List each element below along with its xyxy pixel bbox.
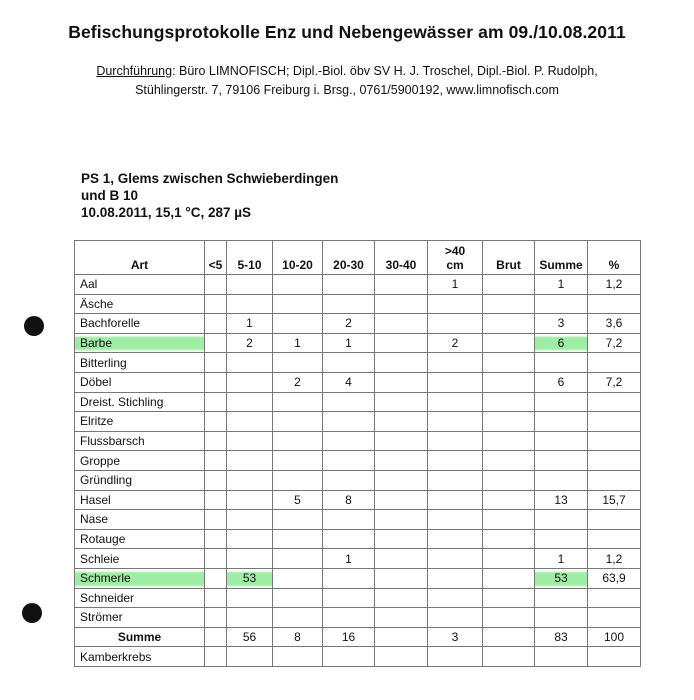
cell-summe	[535, 451, 588, 471]
cell-art: Nase	[75, 510, 205, 530]
cell-gt40	[428, 510, 483, 530]
cell-percent: 7,2	[588, 333, 641, 353]
table-row	[75, 372, 641, 392]
cell-10-20	[273, 431, 323, 451]
cell-20-30	[323, 392, 375, 412]
cell-art: Äsche	[75, 294, 205, 314]
table-row	[75, 294, 641, 314]
cell-summe: 13	[535, 490, 588, 510]
cell-gt40	[428, 529, 483, 549]
cell-lt5	[205, 431, 227, 451]
cell-lt5	[205, 627, 227, 647]
cell-10-20: 1	[273, 333, 323, 353]
cell-20-30: 16	[323, 627, 375, 647]
cell-30-40	[375, 549, 428, 569]
cell-lt5	[205, 451, 227, 471]
cell-percent	[588, 353, 641, 373]
cell-10-20: 5	[273, 490, 323, 510]
cell-lt5	[205, 608, 227, 628]
cell-summe: 53	[535, 568, 588, 588]
cell-30-40	[375, 588, 428, 608]
cell-percent	[588, 412, 641, 432]
execution-text-1: : Büro LIMNOFISCH; Dipl.-Biol. öbv SV H. J. Troschel, Dipl.-Biol. P. Rudolph,	[172, 64, 598, 78]
cell-30-40	[375, 608, 428, 628]
cell-percent	[588, 608, 641, 628]
cell-30-40	[375, 314, 428, 334]
cell-art: Dreist. Stichling	[75, 392, 205, 412]
cell-30-40	[375, 470, 428, 490]
cell-lt5	[205, 490, 227, 510]
table-row	[75, 627, 641, 647]
cell-brut	[483, 333, 535, 353]
table-row	[75, 529, 641, 549]
cell-summe: 3	[535, 314, 588, 334]
cell-percent: 1,2	[588, 275, 641, 295]
cell-summe	[535, 470, 588, 490]
cell-lt5	[205, 510, 227, 530]
cell-20-30	[323, 529, 375, 549]
execution-label: Durchführung	[96, 64, 173, 78]
cell-10-20	[273, 294, 323, 314]
cell-5-10	[227, 451, 273, 471]
cell-10-20	[273, 568, 323, 588]
cell-brut	[483, 431, 535, 451]
cell-5-10	[227, 431, 273, 451]
cell-lt5	[205, 392, 227, 412]
cell-percent: 7,2	[588, 372, 641, 392]
cell-gt40	[428, 353, 483, 373]
cell-gt40	[428, 294, 483, 314]
cell-10-20	[273, 529, 323, 549]
cell-10-20	[273, 510, 323, 530]
table-header-row	[75, 241, 641, 275]
cell-lt5	[205, 333, 227, 353]
cell-30-40	[375, 627, 428, 647]
cell-brut	[483, 412, 535, 432]
execution-line-2: Stühlingerstr. 7, 79106 Freiburg i. Brsg., 0761/5900192, www.limnofisch.com	[135, 83, 559, 97]
cell-art: Groppe	[75, 451, 205, 471]
cell-20-30	[323, 451, 375, 471]
cell-10-20: 2	[273, 372, 323, 392]
table-row	[75, 568, 641, 588]
cell-5-10	[227, 294, 273, 314]
cell-art: Schleie	[75, 549, 205, 569]
cell-art: Summe	[75, 627, 205, 647]
cell-brut	[483, 529, 535, 549]
cell-art: Bitterling	[75, 353, 205, 373]
punch-hole	[22, 603, 42, 623]
cell-30-40	[375, 431, 428, 451]
cell-30-40	[375, 510, 428, 530]
cell-30-40	[375, 294, 428, 314]
cell-art: Elritze	[75, 412, 205, 432]
cell-brut	[483, 490, 535, 510]
cell-10-20	[273, 353, 323, 373]
header-gt40: >40 cm	[428, 241, 483, 275]
cell-art: Döbel	[75, 372, 205, 392]
cell-20-30: 2	[323, 314, 375, 334]
cell-20-30	[323, 275, 375, 295]
header-brut: Brut	[483, 241, 535, 275]
cell-gt40: 1	[428, 275, 483, 295]
cell-percent: 100	[588, 627, 641, 647]
document-title: Befischungsprotokolle Enz und Nebengewässer am 09./10.08.2011	[68, 22, 626, 42]
cell-20-30	[323, 568, 375, 588]
cell-20-30	[323, 470, 375, 490]
station-info	[81, 170, 338, 221]
table-row	[75, 451, 641, 471]
table-row	[75, 333, 641, 353]
header-art: Art	[75, 241, 205, 275]
cell-5-10	[227, 353, 273, 373]
cell-art: Schneider	[75, 588, 205, 608]
table-row	[75, 588, 641, 608]
cell-5-10: 56	[227, 627, 273, 647]
cell-lt5	[205, 412, 227, 432]
table-row	[75, 647, 641, 667]
cell-brut	[483, 627, 535, 647]
cell-brut	[483, 392, 535, 412]
header-5-10: 5-10	[227, 241, 273, 275]
cell-lt5	[205, 353, 227, 373]
cell-summe	[535, 529, 588, 549]
cell-summe	[535, 588, 588, 608]
cell-percent: 63,9	[588, 568, 641, 588]
cell-percent	[588, 431, 641, 451]
cell-gt40	[428, 588, 483, 608]
cell-lt5	[205, 568, 227, 588]
cell-gt40	[428, 392, 483, 412]
cell-20-30	[323, 412, 375, 432]
cell-30-40	[375, 529, 428, 549]
cell-20-30	[323, 510, 375, 530]
cell-brut	[483, 372, 535, 392]
cell-percent	[588, 588, 641, 608]
table-row	[75, 608, 641, 628]
cell-30-40	[375, 451, 428, 471]
cell-gt40: 3	[428, 627, 483, 647]
cell-gt40	[428, 431, 483, 451]
cell-10-20	[273, 392, 323, 412]
cell-5-10	[227, 412, 273, 432]
cell-brut	[483, 353, 535, 373]
cell-5-10	[227, 490, 273, 510]
cell-5-10: 53	[227, 568, 273, 588]
cell-gt40	[428, 470, 483, 490]
cell-20-30: 8	[323, 490, 375, 510]
cell-20-30	[323, 294, 375, 314]
cell-lt5	[205, 314, 227, 334]
cell-gt40	[428, 608, 483, 628]
execution-info	[0, 62, 694, 100]
cell-brut	[483, 608, 535, 628]
cell-20-30: 4	[323, 372, 375, 392]
header-30-40: 30-40	[375, 241, 428, 275]
table-row	[75, 353, 641, 373]
cell-10-20	[273, 451, 323, 471]
cell-5-10	[227, 608, 273, 628]
cell-brut	[483, 470, 535, 490]
cell-30-40	[375, 275, 428, 295]
cell-5-10	[227, 529, 273, 549]
cell-percent	[588, 451, 641, 471]
cell-10-20: 8	[273, 627, 323, 647]
cell-brut	[483, 451, 535, 471]
cell-5-10: 1	[227, 314, 273, 334]
station-name-cont: und B 10	[81, 188, 139, 203]
cell-brut	[483, 568, 535, 588]
cell-30-40	[375, 647, 428, 667]
cell-10-20	[273, 412, 323, 432]
table-row	[75, 510, 641, 530]
cell-percent	[588, 392, 641, 412]
cell-brut	[483, 294, 535, 314]
cell-percent	[588, 529, 641, 549]
table-row	[75, 470, 641, 490]
cell-lt5	[205, 588, 227, 608]
table-row	[75, 275, 641, 295]
table-row	[75, 392, 641, 412]
cell-summe	[535, 412, 588, 432]
header-percent: %	[588, 241, 641, 275]
cell-20-30	[323, 608, 375, 628]
cell-10-20	[273, 588, 323, 608]
cell-summe: 1	[535, 549, 588, 569]
station-name: PS 1, Glems zwischen Schwieberdingen	[81, 171, 339, 186]
cell-5-10	[227, 470, 273, 490]
cell-percent	[588, 470, 641, 490]
cell-brut	[483, 510, 535, 530]
cell-percent: 3,6	[588, 314, 641, 334]
cell-20-30	[323, 431, 375, 451]
cell-5-10: 2	[227, 333, 273, 353]
cell-art: Rotauge	[75, 529, 205, 549]
cell-5-10	[227, 392, 273, 412]
cell-summe: 6	[535, 372, 588, 392]
cell-lt5	[205, 470, 227, 490]
cell-summe	[535, 353, 588, 373]
cell-art: Aal	[75, 275, 205, 295]
table-row	[75, 412, 641, 432]
table-row	[75, 314, 641, 334]
cell-30-40	[375, 333, 428, 353]
cell-5-10	[227, 510, 273, 530]
cell-30-40	[375, 392, 428, 412]
header-summe: Summe	[535, 241, 588, 275]
cell-brut	[483, 549, 535, 569]
header-10-20: 10-20	[273, 241, 323, 275]
cell-10-20	[273, 314, 323, 334]
cell-30-40	[375, 490, 428, 510]
cell-lt5	[205, 529, 227, 549]
table-row	[75, 490, 641, 510]
cell-20-30: 1	[323, 333, 375, 353]
cell-art: Barbe	[75, 333, 205, 353]
cell-10-20	[273, 608, 323, 628]
cell-20-30	[323, 588, 375, 608]
cell-brut	[483, 314, 535, 334]
cell-10-20	[273, 275, 323, 295]
cell-percent	[588, 647, 641, 667]
cell-brut	[483, 275, 535, 295]
cell-gt40	[428, 314, 483, 334]
cell-brut	[483, 588, 535, 608]
cell-30-40	[375, 412, 428, 432]
station-conditions: 10.08.2011, 15,1 °C, 287 µS	[81, 205, 252, 220]
cell-summe: 6	[535, 333, 588, 353]
cell-gt40	[428, 647, 483, 667]
cell-summe	[535, 608, 588, 628]
cell-lt5	[205, 549, 227, 569]
cell-lt5	[205, 294, 227, 314]
cell-5-10	[227, 372, 273, 392]
cell-5-10	[227, 549, 273, 569]
cell-art: Gründling	[75, 470, 205, 490]
cell-5-10	[227, 275, 273, 295]
cell-30-40	[375, 568, 428, 588]
cell-lt5	[205, 275, 227, 295]
cell-20-30: 1	[323, 549, 375, 569]
fish-protocol-table	[74, 240, 641, 667]
cell-30-40	[375, 353, 428, 373]
cell-percent: 1,2	[588, 549, 641, 569]
cell-5-10	[227, 647, 273, 667]
header-20-30: 20-30	[323, 241, 375, 275]
cell-art: Flussbarsch	[75, 431, 205, 451]
cell-summe: 83	[535, 627, 588, 647]
cell-percent: 15,7	[588, 490, 641, 510]
cell-summe	[535, 510, 588, 530]
cell-summe	[535, 431, 588, 451]
cell-brut	[483, 647, 535, 667]
cell-lt5	[205, 372, 227, 392]
cell-gt40	[428, 412, 483, 432]
cell-art: Strömer	[75, 608, 205, 628]
execution-line-1	[0, 62, 694, 81]
cell-percent	[588, 510, 641, 530]
table-row	[75, 549, 641, 569]
cell-10-20	[273, 549, 323, 569]
cell-10-20	[273, 647, 323, 667]
cell-summe	[535, 392, 588, 412]
cell-gt40: 2	[428, 333, 483, 353]
cell-art: Kamberkrebs	[75, 647, 205, 667]
cell-summe	[535, 294, 588, 314]
table-row	[75, 431, 641, 451]
cell-percent	[588, 294, 641, 314]
cell-gt40	[428, 568, 483, 588]
cell-art: Schmerle	[75, 568, 205, 588]
cell-30-40	[375, 372, 428, 392]
cell-gt40	[428, 490, 483, 510]
cell-gt40	[428, 372, 483, 392]
cell-10-20	[273, 470, 323, 490]
cell-summe	[535, 647, 588, 667]
cell-art: Hasel	[75, 490, 205, 510]
header-lt5: <5	[205, 241, 227, 275]
cell-5-10	[227, 588, 273, 608]
cell-20-30	[323, 353, 375, 373]
cell-gt40	[428, 549, 483, 569]
cell-gt40	[428, 451, 483, 471]
cell-art: Bachforelle	[75, 314, 205, 334]
punch-hole	[24, 316, 44, 336]
cell-lt5	[205, 647, 227, 667]
cell-20-30	[323, 647, 375, 667]
cell-summe: 1	[535, 275, 588, 295]
